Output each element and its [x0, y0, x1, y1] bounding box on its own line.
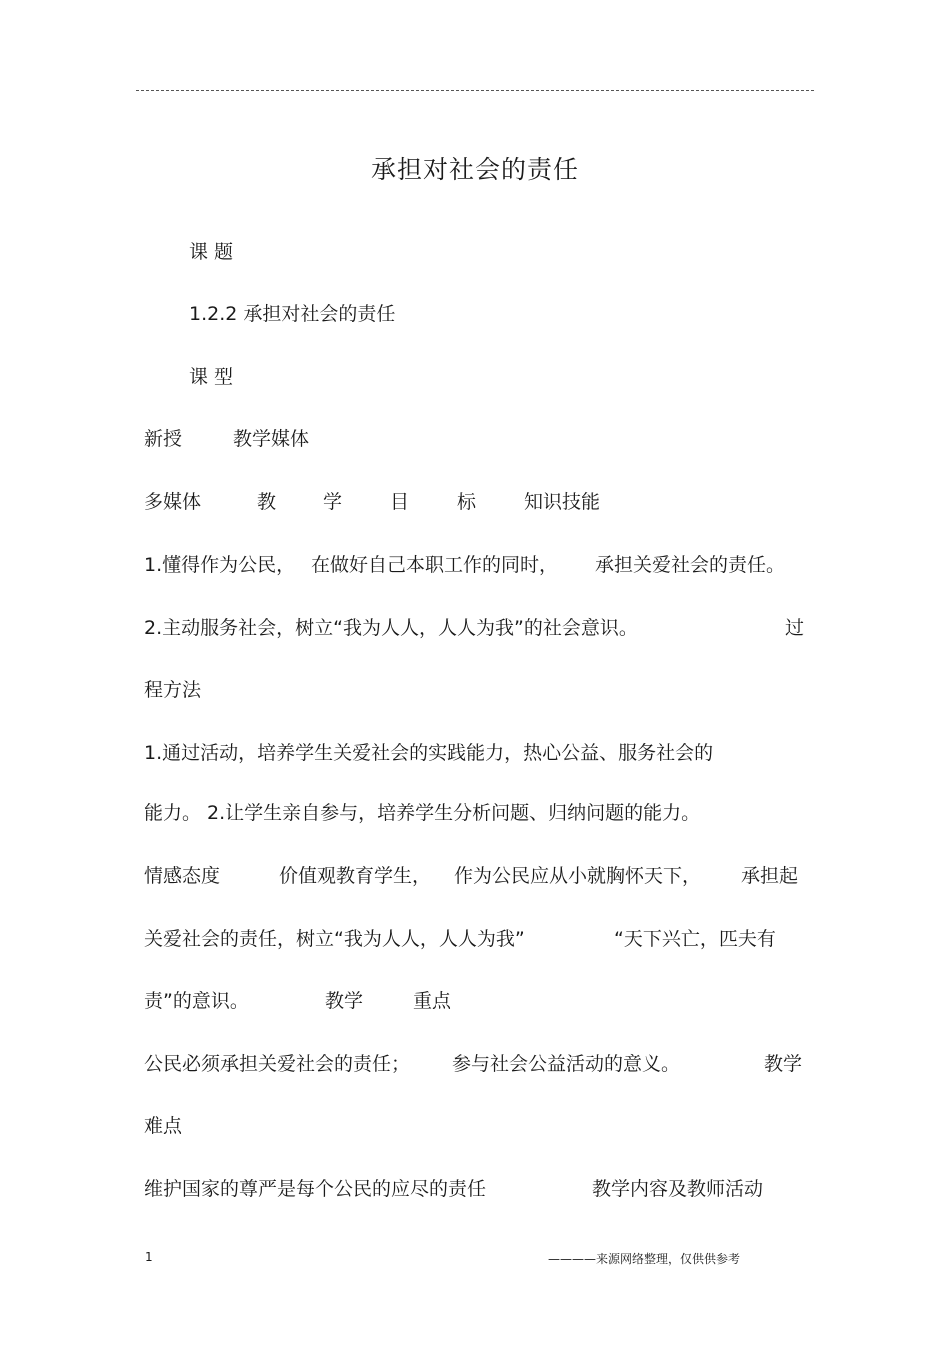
body-text-line-6-segment-2: 在做好自己本职工作的同时，: [311, 554, 559, 576]
document-title: 承担对社会的责任: [370, 155, 579, 184]
body-text-line-5-segment-1: 多媒体: [144, 491, 202, 513]
body-text-line-14-segment-2: 参与社会公益活动的意义。: [452, 1053, 681, 1075]
body-text-line-3-segment-1: 课 型: [189, 366, 234, 388]
body-text-line-5-segment-4: 目: [390, 491, 410, 513]
body-text-line-8-segment-1: 程方法: [144, 679, 202, 701]
body-text-line-6-segment-3: 承担关爱社会的责任。: [595, 554, 786, 576]
body-text-line-11-segment-3: 作为公民应从小就胸怀天下，: [454, 865, 702, 887]
body-text-line-9-segment-1: 1.通过活动，培养学生关爱社会的实践能力，热心公益、服务社会的: [144, 742, 714, 764]
page-number: 1: [145, 1250, 153, 1264]
body-text-line-11-segment-2: 价值观教育学生，: [279, 865, 432, 887]
body-text-line-11-segment-1: 情感态度: [144, 865, 221, 887]
body-text-line-13-segment-1: 责”的意识。: [144, 990, 249, 1012]
body-text-line-7-segment-1: 2.主动服务社会，树立“我为人人，人人为我”的社会意识。: [144, 617, 638, 639]
body-text-line-7-segment-2: 过: [785, 617, 805, 639]
body-text-line-12-segment-1: 关爱社会的责任，树立“我为人人，人人为我”: [144, 928, 525, 950]
header-dashed-rule: [136, 90, 814, 91]
body-text-line-11-segment-4: 承担起: [741, 865, 799, 887]
body-text-line-5-segment-6: 知识技能: [524, 491, 601, 513]
body-text-line-14-segment-3: 教学: [764, 1053, 803, 1075]
body-text-line-5-segment-3: 学: [323, 491, 343, 513]
body-text-line-4-segment-1: 新授: [144, 428, 183, 450]
body-text-line-16-segment-1: 维护国家的尊严是每个公民的应尽的责任: [144, 1178, 487, 1200]
footer-note: ————来源网络整理，仅供供参考: [548, 1252, 741, 1266]
body-text-line-13-segment-3: 重点: [413, 990, 452, 1012]
body-text-line-12-segment-2: “天下兴亡，匹夫有: [614, 928, 776, 950]
body-text-line-13-segment-2: 教学: [325, 990, 364, 1012]
body-text-line-2-segment-1: 1.2.2 承担对社会的责任: [189, 303, 396, 325]
body-text-line-1-segment-1: 课 题: [189, 241, 234, 263]
body-text-line-14-segment-1: 公民必须承担关爱社会的责任；: [144, 1053, 411, 1075]
body-text-line-16-segment-2: 教学内容及教师活动: [592, 1178, 764, 1200]
body-text-line-4-segment-2: 教学媒体: [233, 428, 310, 450]
body-text-line-5-segment-2: 教: [257, 491, 277, 513]
body-text-line-6-segment-1: 1.懂得作为公民，: [144, 554, 296, 576]
body-text-line-15-segment-1: 难点: [144, 1115, 183, 1137]
body-text-line-10-segment-1: 能力。 2.让学生亲自参与，培养学生分析问题、归纳问题的能力。: [144, 802, 701, 824]
body-text-line-5-segment-5: 标: [457, 491, 477, 513]
